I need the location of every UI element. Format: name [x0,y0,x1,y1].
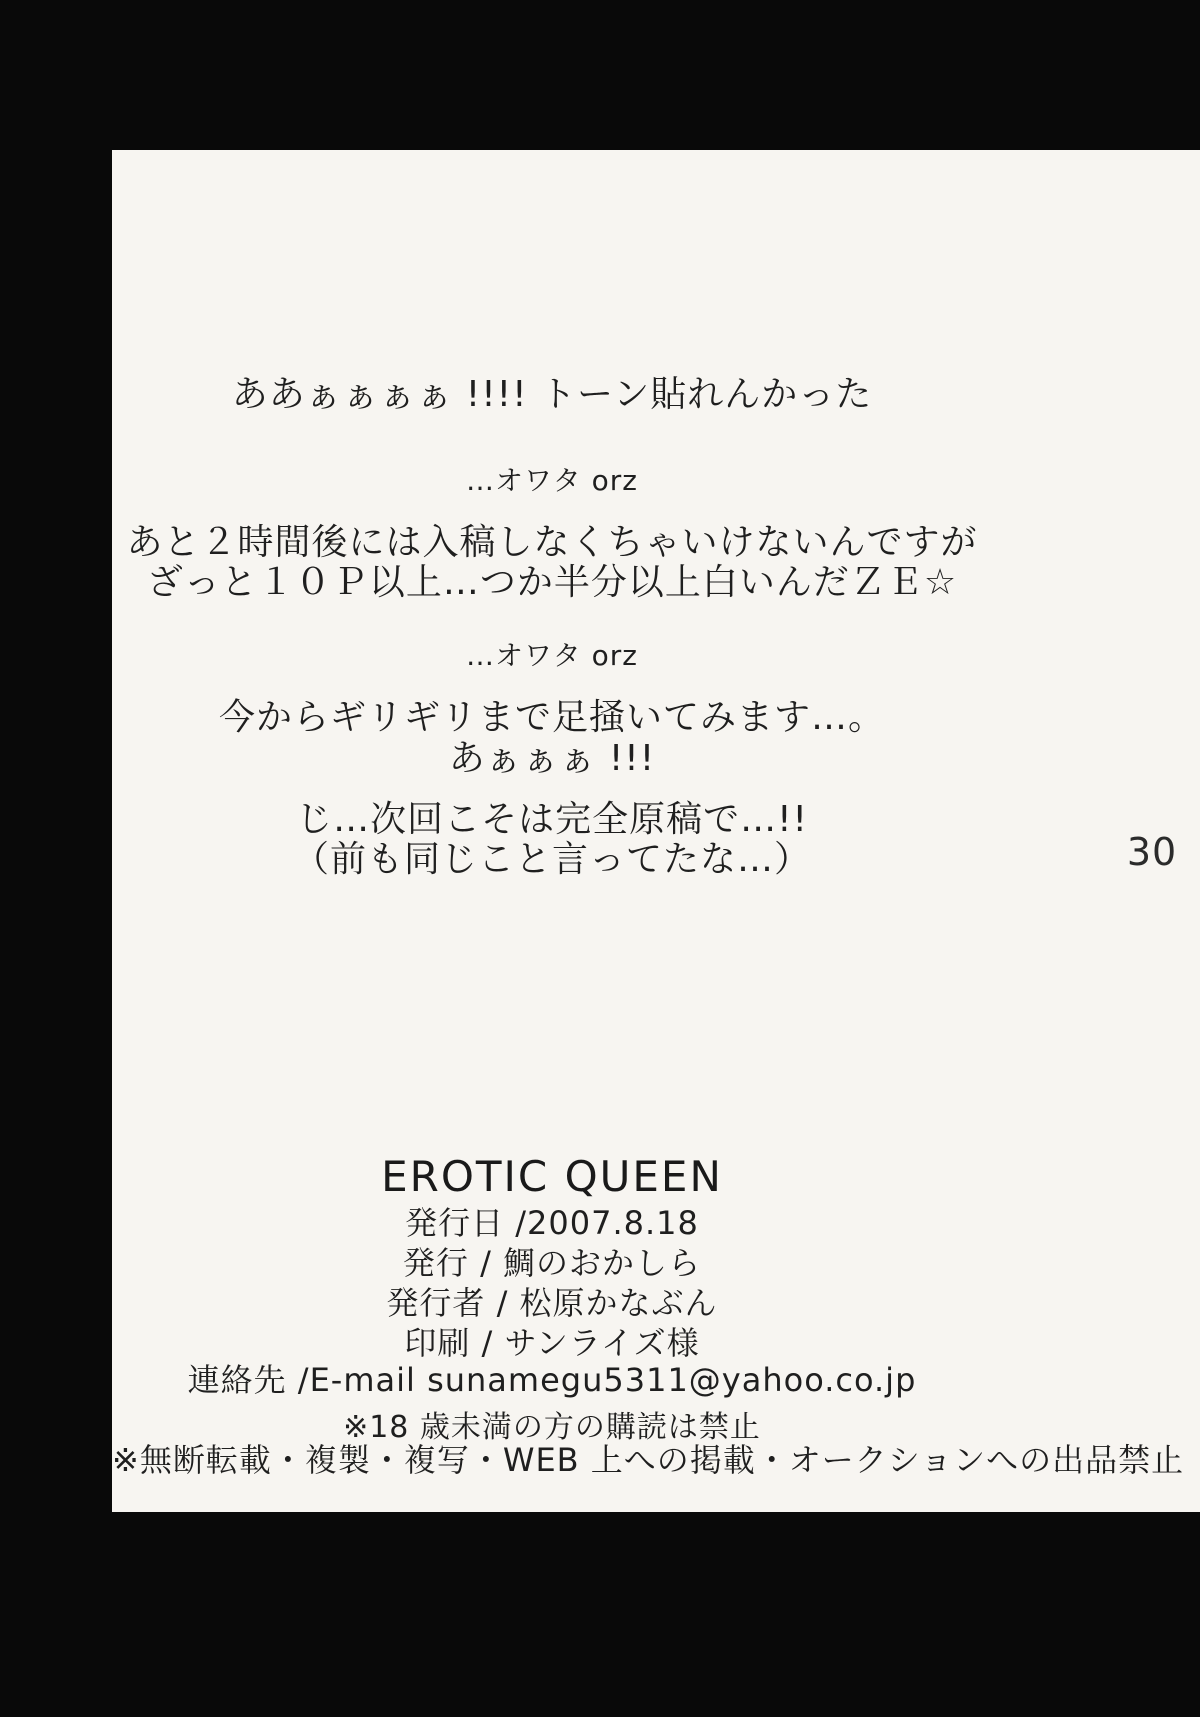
page-number: 30 [1126,830,1178,874]
colophon-title: EROTIC QUEEN [381,1152,723,1201]
afterword-line-2: …オワタ orz [466,464,638,497]
afterword-line-9: （前も同じこと言ってたな…） [292,839,811,880]
colophon-publish-date: 発行日 /2007.8.18 [405,1204,699,1242]
afterword-line-1: ああぁぁぁぁ !!!! トーン貼れんかった [231,374,873,415]
notice-no-reproduction: ※無断転載・複製・複写・WEB 上への掲載・オークションへの出品禁止 [112,1441,1185,1479]
afterword-line-7: あぁぁぁ !!! [448,738,656,779]
colophon-printer: 印刷 / サンライズ様 [404,1324,700,1362]
afterword-line-5: …オワタ orz [466,639,638,672]
scanned-page [112,150,1200,1512]
afterword-line-8: じ…次回こそは完全原稿で…!! [296,799,808,840]
notice-age-restriction: ※18 歳未満の方の購読は禁止 [343,1410,761,1445]
afterword-line-4: ざっと１０Ｐ以上…つか半分以上白いんだＺＥ☆ [146,562,958,603]
afterword-line-3: あと２時間後には入稿しなくちゃいけないんですが [126,522,978,563]
colophon-circle: 発行 / 鯛のおかしら [402,1244,702,1282]
afterword-line-6: 今からギリギリまで足掻いてみます…。 [218,697,885,738]
colophon-publisher: 発行者 / 松原かなぶん [386,1284,718,1322]
colophon-contact-email: 連絡先 /E-mail sunamegu5311@yahoo.co.jp [187,1361,917,1399]
